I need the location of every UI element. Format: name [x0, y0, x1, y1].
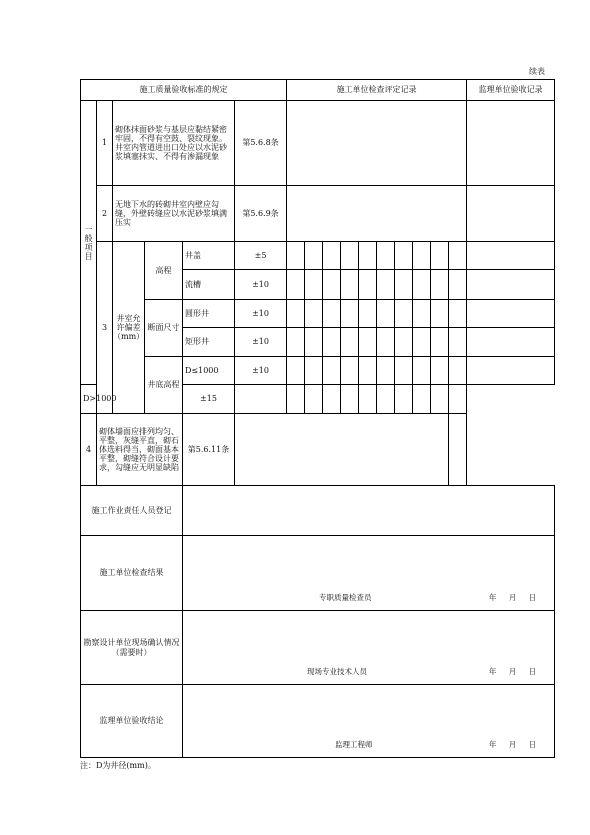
operator-label: 施工作业责任人员登记 — [81, 486, 183, 536]
check-cell[interactable] — [287, 242, 305, 270]
design-confirm-label: 勘察设计单位现场确认情况（需要时） — [81, 611, 183, 685]
item-4-no: 4 — [81, 414, 97, 486]
item-1-clause: 第5.6.8条 — [235, 101, 287, 186]
check-cell[interactable] — [341, 242, 359, 270]
item-2-no: 2 — [97, 186, 113, 242]
check-cell[interactable] — [359, 242, 377, 270]
check-cell[interactable] — [395, 328, 413, 357]
operator-field[interactable] — [183, 486, 555, 536]
contractor-date: 年 月 日 — [488, 593, 537, 603]
check-cell[interactable] — [341, 385, 359, 414]
design-date: 年 月 日 — [488, 667, 537, 677]
contractor-result-label: 施工单位检查结果 — [81, 536, 183, 611]
check-cell[interactable] — [395, 357, 413, 385]
supervisor-signer: 监理工程师 — [335, 740, 373, 750]
item-1-supervisor[interactable] — [467, 101, 555, 186]
item-1-no: 1 — [97, 101, 113, 186]
check-cell[interactable] — [431, 300, 449, 328]
check-cell[interactable] — [323, 300, 341, 328]
check-cell[interactable] — [413, 385, 431, 414]
group-elevation: 高程 — [145, 242, 183, 300]
check-cell[interactable] — [359, 385, 377, 414]
supervisor-date: 年 月 日 — [488, 740, 537, 750]
check-cell[interactable] — [431, 385, 449, 414]
tol-round-well: ±10 — [235, 300, 287, 328]
supervisor-cell[interactable] — [467, 357, 555, 385]
item-2-clause: 第5.6.9条 — [235, 186, 287, 242]
item-3-label: 井室允许偏差（mm） — [113, 242, 145, 414]
check-cell[interactable] — [305, 270, 323, 300]
design-signer: 现场专业技术人员 — [307, 667, 367, 677]
item-4-text: 砌体墙面应排列均匀、平整，灰缝平直，砌石体选料得当，砌面基本平整，砌缝符合设计要求，勾缝应无明显缺陷 — [97, 414, 183, 486]
check-cell[interactable] — [323, 357, 341, 385]
check-cell[interactable] — [449, 270, 467, 300]
check-cell[interactable] — [359, 300, 377, 328]
contractor-result-field[interactable] — [183, 536, 555, 611]
item-1-text: 砌体抹面砂浆与基层应黏结紧密牢固，不得有空鼓、裂纹现象。井室内管道进出口处应以水泥砂浆填塞抹实、不得有渗漏现象 — [113, 101, 235, 186]
supervisor-cell[interactable] — [467, 300, 555, 328]
check-cell[interactable] — [359, 328, 377, 357]
tol-rect-well: ±10 — [235, 328, 287, 357]
check-cell[interactable] — [287, 385, 305, 414]
check-cell[interactable] — [413, 357, 431, 385]
tol-well-cover: ±5 — [235, 242, 287, 270]
check-cell[interactable] — [449, 242, 467, 270]
check-cell[interactable] — [395, 300, 413, 328]
check-cell[interactable] — [377, 242, 395, 270]
tol-flow-channel: ±10 — [235, 270, 287, 300]
check-cell[interactable] — [431, 357, 449, 385]
inspection-form-table — [80, 79, 555, 758]
item-4-supervisor[interactable] — [449, 414, 467, 486]
check-cell[interactable] — [377, 270, 395, 300]
check-cell[interactable] — [449, 328, 467, 357]
check-cell[interactable] — [305, 242, 323, 270]
check-cell[interactable] — [431, 242, 449, 270]
check-cell[interactable] — [413, 242, 431, 270]
item-3-no: 3 — [97, 242, 113, 414]
check-cell[interactable] — [431, 270, 449, 300]
check-cell[interactable] — [341, 270, 359, 300]
check-cell[interactable] — [359, 357, 377, 385]
header-contractor-record: 施工单位检查评定记录 — [287, 80, 467, 101]
header-standard: 施工质量验收标准的规定 — [81, 80, 287, 101]
supervisor-cell[interactable] — [467, 270, 555, 300]
item-4-clause: 第5.6.11条 — [183, 414, 235, 486]
check-cell[interactable] — [305, 357, 323, 385]
row-well-cover: 井盖 — [183, 242, 235, 270]
item-4-record[interactable] — [235, 414, 449, 486]
check-cell[interactable] — [341, 300, 359, 328]
check-cell[interactable] — [395, 270, 413, 300]
supervisor-cell[interactable] — [467, 242, 555, 270]
general-items-label: 一般项目 — [81, 101, 97, 385]
check-cell[interactable] — [413, 300, 431, 328]
check-cell[interactable] — [323, 242, 341, 270]
row-round-well: 圆形井 — [183, 300, 235, 328]
check-cell[interactable] — [287, 300, 305, 328]
check-cell[interactable] — [287, 328, 305, 357]
item-2-record[interactable] — [287, 186, 467, 242]
tol-d-le-1000: ±10 — [235, 357, 287, 385]
check-cell[interactable] — [323, 385, 341, 414]
check-cell[interactable] — [431, 328, 449, 357]
check-cell[interactable] — [359, 270, 377, 300]
supervisor-cell[interactable] — [467, 328, 555, 357]
supervisor-cell[interactable] — [449, 385, 467, 414]
check-cell[interactable] — [413, 328, 431, 357]
row-rect-well: 矩形井 — [183, 328, 235, 357]
check-cell[interactable] — [341, 357, 359, 385]
check-cell[interactable] — [323, 328, 341, 357]
item-1-record[interactable] — [287, 101, 467, 186]
group-section-size: 断面尺寸 — [145, 300, 183, 357]
continued-label: 续表 — [529, 67, 545, 76]
check-cell[interactable] — [305, 385, 323, 414]
group-bottom-elevation: 井底高程 — [145, 357, 183, 414]
row-d-le-1000: D≤1000 — [183, 357, 235, 385]
check-cell[interactable] — [449, 357, 467, 385]
supervisor-conclusion-field[interactable] — [183, 685, 555, 758]
tol-d-gt-1000: ±15 — [183, 385, 235, 414]
check-cell[interactable] — [323, 270, 341, 300]
check-cell[interactable] — [377, 357, 395, 385]
row-flow-channel: 流槽 — [183, 270, 235, 300]
design-confirm-field[interactable] — [183, 611, 555, 685]
check-cell[interactable] — [287, 357, 305, 385]
check-cell[interactable] — [413, 270, 431, 300]
check-cell[interactable] — [449, 300, 467, 328]
check-cell[interactable] — [305, 300, 323, 328]
item-2-supervisor[interactable] — [467, 186, 555, 242]
check-cell[interactable] — [341, 328, 359, 357]
check-cell[interactable] — [377, 328, 395, 357]
check-cell[interactable] — [377, 300, 395, 328]
check-cell[interactable] — [287, 270, 305, 300]
check-cell[interactable] — [235, 385, 287, 414]
check-cell[interactable] — [395, 385, 413, 414]
footnote: 注：D为井径(mm)。 — [80, 761, 156, 770]
check-cell[interactable] — [377, 385, 395, 414]
header-supervisor-record: 监理单位验收记录 — [467, 80, 555, 101]
check-cell[interactable] — [305, 328, 323, 357]
contractor-signer: 专职质量检查员 — [319, 593, 372, 603]
row-d-gt-1000: D>1000 — [81, 385, 97, 414]
check-cell[interactable] — [395, 242, 413, 270]
supervisor-conclusion-label: 监理单位验收结论 — [81, 685, 183, 758]
item-2-text: 无地下水的砖砌井室内壁应勾缝，外壁砖缝应以水泥砂浆填满压实 — [113, 186, 235, 242]
